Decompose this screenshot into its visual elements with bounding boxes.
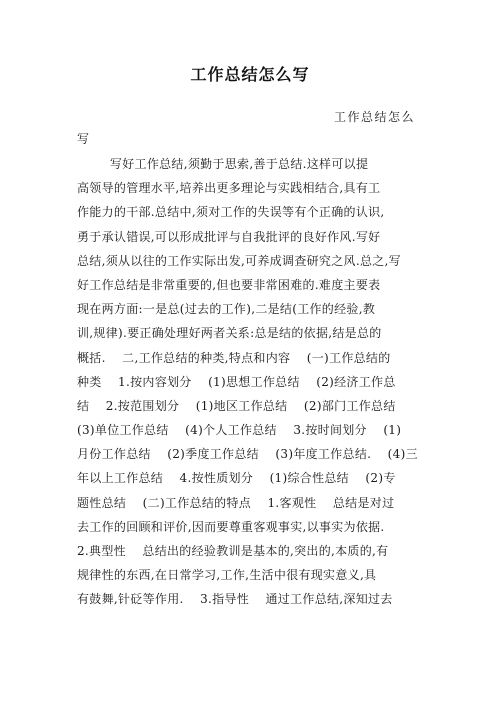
body-text-line: 种类 1.按内容划分 (1)思想工作总结 (2)经济工作总 <box>77 374 396 389</box>
body-text-line: 现在两方面:一是总(过去的工作),二是结(工作的经验,教 <box>77 302 376 317</box>
body-text-line: 好工作总结是非常重要的,但也要非常困难的.难度主要表 <box>77 277 381 292</box>
body-text-line: 2.典型性 总结出的经验教训是基本的,突出的,本质的,有 <box>77 544 389 558</box>
body-text-line: 月份工作总结 (2)季度工作总结 (3)年度工作总结. (4)三 <box>77 447 418 462</box>
body-text-line: 写好工作总结,须勤于思索,善于总结.这样可以提 <box>77 157 369 171</box>
body-text-line: 有鼓舞,针砭等作用. 3.指导性 通过工作总结,深知过去 <box>77 592 393 607</box>
body-text-line: 去工作的回顾和评价,因而要尊重客观事实,以事实为依据. <box>77 519 385 534</box>
body-text-line: 题性总结 (二)工作总结的特点 1.客观性 总结是对过 <box>77 495 395 510</box>
document-subtitle-continued: 写 <box>77 132 90 146</box>
document-title: 工作总结怎么写 <box>190 65 310 84</box>
document-body <box>77 152 427 612</box>
body-text-line: 作能力的干部.总结中,须对工作的失误等有个正确的认识, <box>77 205 385 220</box>
body-text-line: 年以上工作总结 4.按性质划分 (1)综合性总结 (2)专 <box>77 471 396 486</box>
body-text-line: 高领导的管理水平,培养出更多理论与实践相结合,具有工 <box>77 181 381 196</box>
body-text-line: 训,规律).要正确处理好两者关系:总是结的依据,结是总的 <box>77 326 382 341</box>
body-text-line: (3)单位工作总结 (4)个人工作总结 3.按时间划分 (1) <box>77 423 402 438</box>
body-text-line: 勇于承认错误,可以形成批评与自我批评的良好作风.写好 <box>77 229 381 244</box>
body-text-line: 结 2.按范围划分 (1)地区工作总结 (2)部门工作总结 <box>77 398 396 413</box>
body-text-line: 概括. 二,工作总结的种类,特点和内容 (一)工作总结的 <box>77 350 391 365</box>
body-text-line: 总结,须从以往的工作实际出发,可养成调查研究之风.总之,写 <box>77 253 401 268</box>
body-text-line: 规律性的东西,在日常学习,工作,生活中很有现实意义,具 <box>77 568 377 583</box>
document-subtitle: 工作总结怎么 <box>334 110 416 124</box>
